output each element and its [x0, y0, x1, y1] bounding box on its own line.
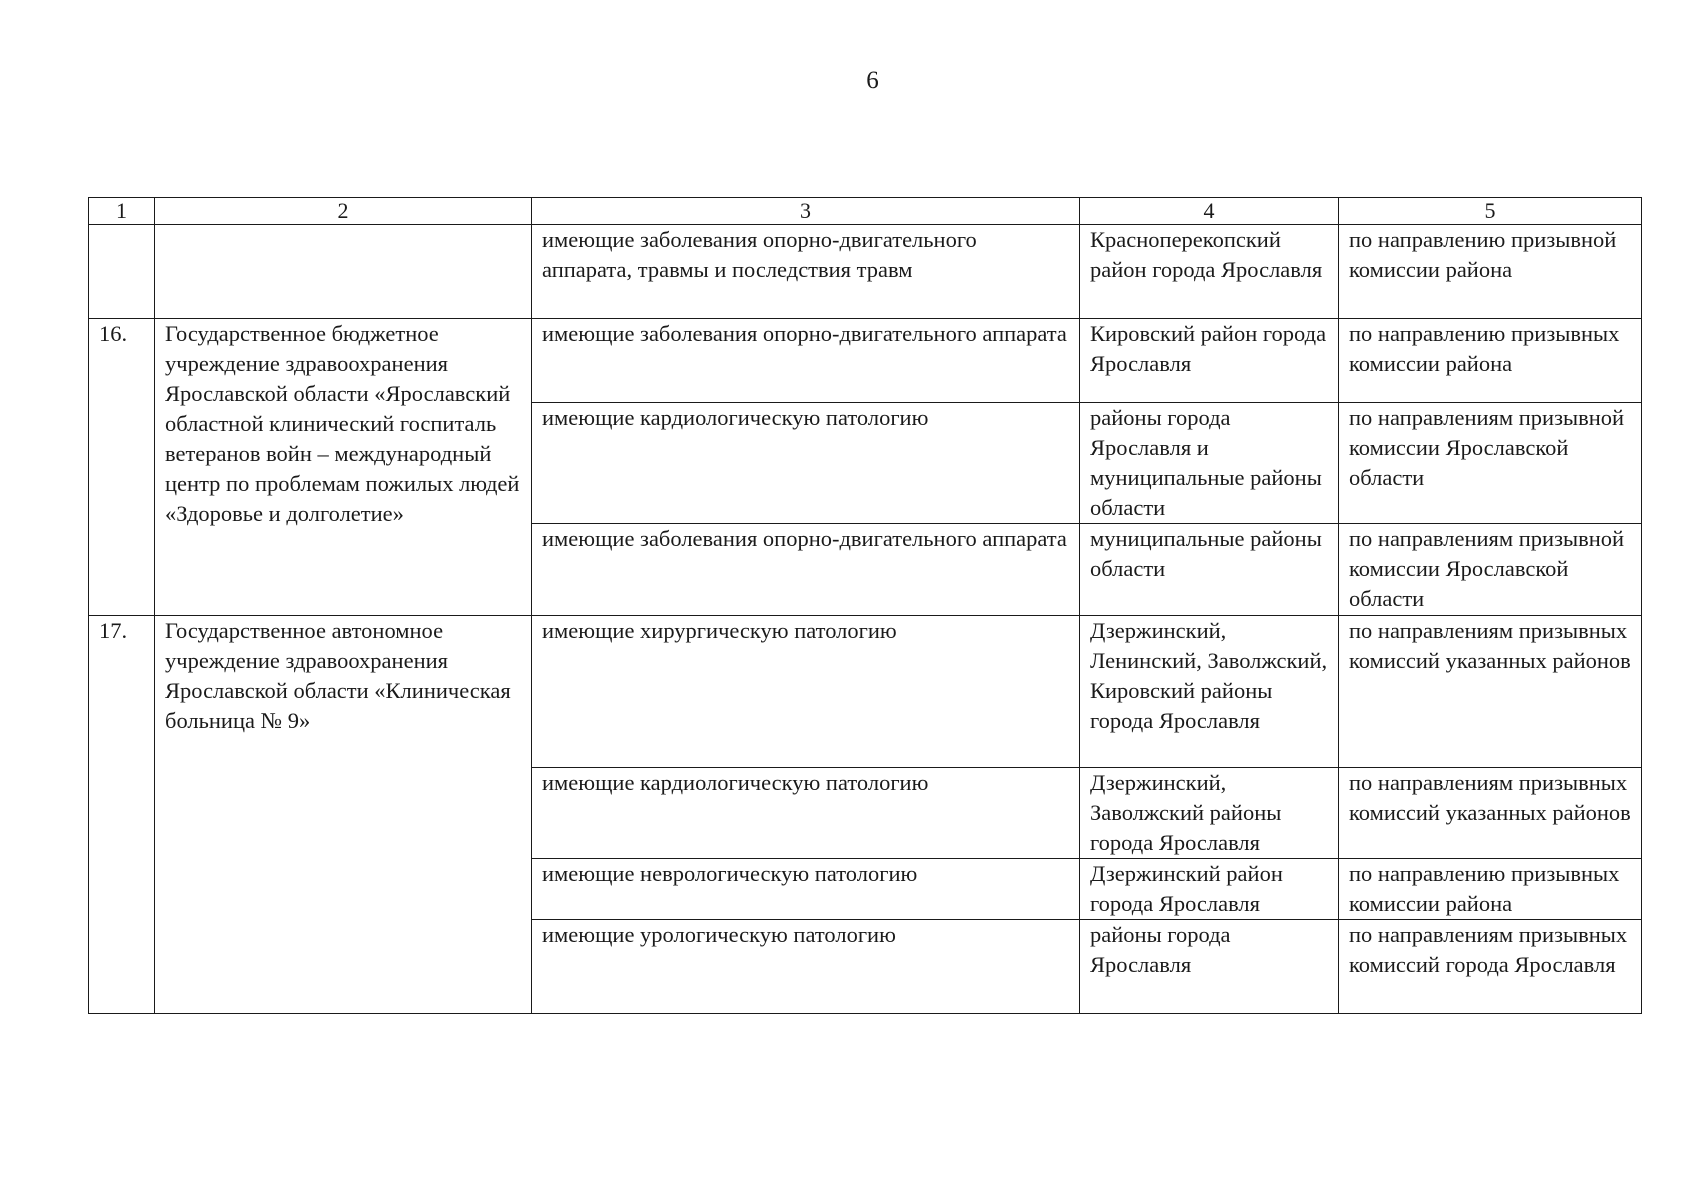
header-col-5: 5	[1339, 198, 1642, 225]
territory-cell: Дзержинский, Ленинский, Заволжский, Кировский районы города Ярославля	[1080, 616, 1339, 768]
category-cell: имеющие заболевания опорно-двигательного аппарата	[532, 319, 1080, 403]
category-cell: имеющие неврологическую патологию	[532, 859, 1080, 920]
basis-cell: по направлениям призывных комиссий указанных районов	[1339, 616, 1642, 768]
category-cell: имеющие урологическую патологию	[532, 920, 1080, 1014]
basis-cell: по направлению призывных комиссии района	[1339, 859, 1642, 920]
category-cell: имеющие кардиологическую патологию	[532, 403, 1080, 524]
category-cell: имеющие заболевания опорно-двигательного аппарата, травмы и последствия травм	[532, 225, 1080, 319]
referral-table	[88, 197, 1642, 1014]
header-row	[89, 198, 1642, 225]
basis-cell: по направлениям призывной комиссии Ярославской области	[1339, 403, 1642, 524]
header-col-1: 1	[89, 198, 155, 225]
category-cell: имеющие хирургическую патологию	[532, 616, 1080, 768]
territory-cell: Дзержинский, Заволжский районы города Ярославля	[1080, 768, 1339, 859]
row-number-cell	[89, 225, 155, 319]
territory-cell: Кировский район города Ярославля	[1080, 319, 1339, 403]
table-row	[89, 319, 1642, 403]
territory-cell: районы города Ярославля	[1080, 920, 1339, 1014]
header-col-2: 2	[155, 198, 532, 225]
basis-cell: по направлениям призывных комиссий города Ярославля	[1339, 920, 1642, 1014]
territory-cell: Дзержинский район города Ярославля	[1080, 859, 1339, 920]
page-number: 6	[866, 67, 879, 94]
basis-cell: по направлениям призывных комиссий указанных районов	[1339, 768, 1642, 859]
territory-cell: районы города Ярославля и муниципальные районы области	[1080, 403, 1339, 524]
row-number-cell	[89, 319, 155, 616]
institution-cell: Государственное автономное учреждение здравоохранения Ярославской области «Клиническая больница № 9»	[155, 616, 532, 1014]
row-number-cell	[89, 616, 155, 1014]
header-col-3: 3	[532, 198, 1080, 225]
header-col-4: 4	[1080, 198, 1339, 225]
territory-cell: Красноперекопский район города Ярославля	[1080, 225, 1339, 319]
institution-cell: Государственное бюджетное учреждение здравоохранения Ярославской области «Ярославский областной клинический госпиталь ветеранов войн – международный центр по проблемам пожилых людей «Здоровье и долголетие»	[155, 319, 532, 616]
category-cell: имеющие кардиологическую патологию	[532, 768, 1080, 859]
basis-cell: по направлениям призывной комиссии Ярославской области	[1339, 524, 1642, 616]
basis-cell: по направлению призывной комиссии района	[1339, 225, 1642, 319]
table-row	[89, 616, 1642, 768]
basis-cell: по направлению призывных комиссии района	[1339, 319, 1642, 403]
institution-cell	[155, 225, 532, 319]
row-number: 17.	[99, 618, 128, 643]
territory-cell: муниципальные районы области	[1080, 524, 1339, 616]
row-number: 16.	[99, 321, 128, 346]
table-row	[89, 225, 1642, 319]
category-cell: имеющие заболевания опорно-двигательного аппарата	[532, 524, 1080, 616]
